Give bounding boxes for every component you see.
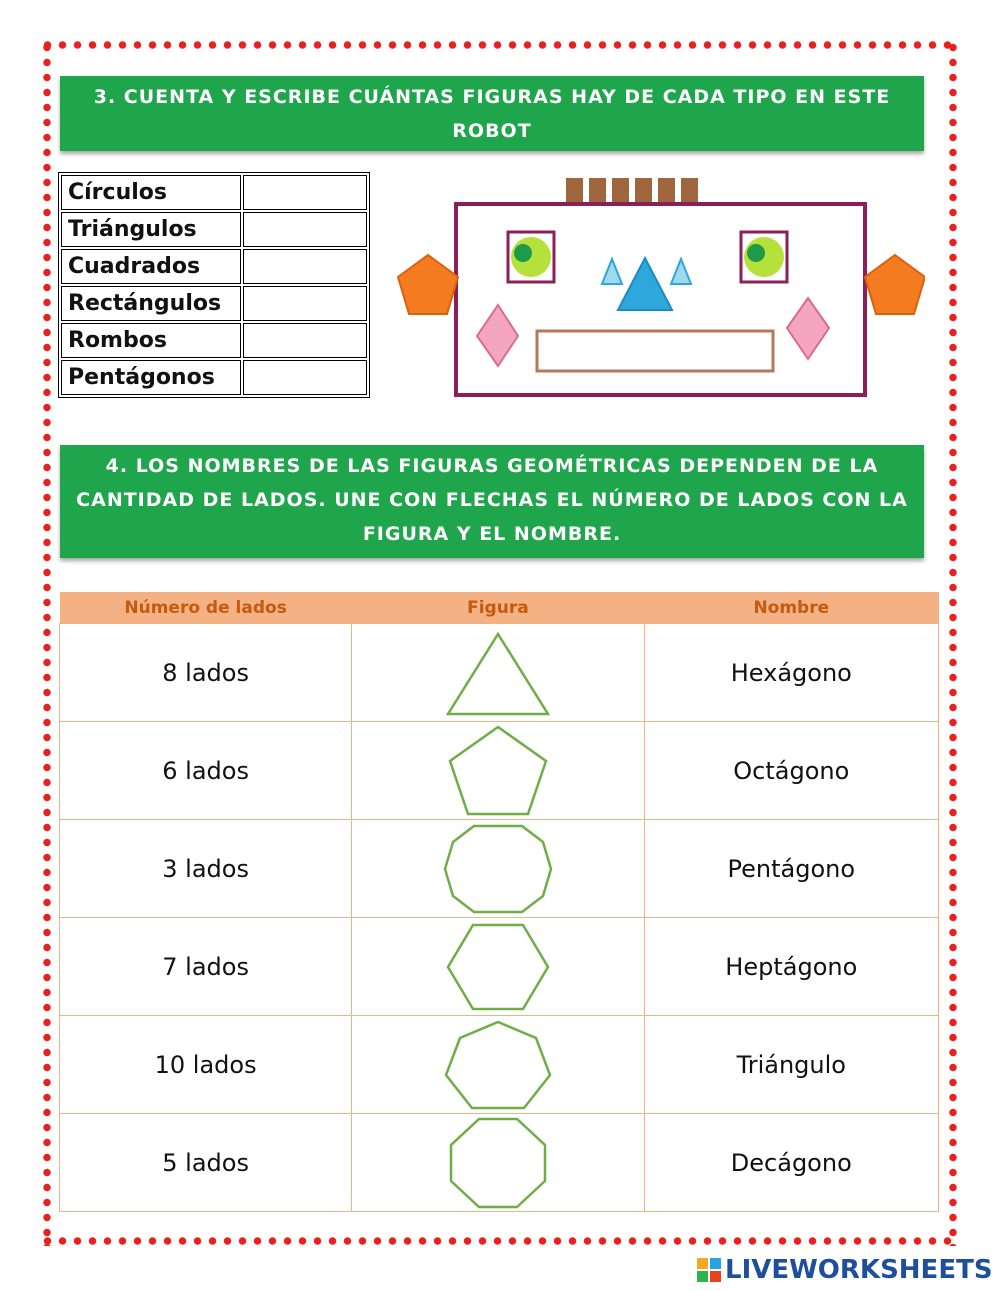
count-label-circulos: Círculos	[61, 175, 241, 210]
count-label-rectangulos: Rectángulos	[61, 286, 241, 321]
answer-field-rectangulos[interactable]	[243, 286, 367, 321]
table-row	[60, 820, 939, 918]
sides-cell[interactable]: 5 lados	[60, 1114, 352, 1212]
sides-cell[interactable]: 3 lados	[60, 820, 352, 918]
table-row	[61, 360, 367, 395]
decagon-shape[interactable]	[441, 822, 555, 916]
table-row	[61, 249, 367, 284]
count-label-cuadrados: Cuadrados	[61, 249, 241, 284]
robot-left-pupil	[514, 244, 532, 262]
liveworksheets-icon	[697, 1258, 721, 1282]
logo-text: LIVEWORKSHEETS	[725, 1255, 993, 1285]
figure-cell[interactable]	[352, 624, 644, 722]
dotted-border-left	[42, 40, 52, 1246]
header-sides: Número de lados	[60, 592, 352, 624]
figure-cell[interactable]	[352, 1016, 644, 1114]
answer-field-rombos[interactable]	[243, 323, 367, 358]
robot-antenna	[566, 178, 698, 202]
table-row	[60, 1016, 939, 1114]
header-name: Nombre	[644, 592, 938, 624]
table-row	[61, 212, 367, 247]
answer-field-pentagonos[interactable]	[243, 360, 367, 395]
robot-right-pupil	[747, 244, 765, 262]
name-cell[interactable]: Octágono	[644, 722, 938, 820]
answer-field-circulos[interactable]	[243, 175, 367, 210]
matching-table	[59, 592, 939, 1212]
figure-cell[interactable]	[352, 722, 644, 820]
robot-mouth	[537, 331, 773, 371]
table-row	[60, 918, 939, 1016]
robot-right-ear	[865, 255, 925, 314]
header-row	[60, 592, 939, 624]
answer-field-cuadrados[interactable]	[243, 249, 367, 284]
name-cell[interactable]: Pentágono	[644, 820, 938, 918]
count-label-rombos: Rombos	[61, 323, 241, 358]
answer-field-triangulos[interactable]	[243, 212, 367, 247]
dotted-border-bottom	[40, 1236, 958, 1246]
octagon-shape[interactable]	[446, 1115, 550, 1211]
triangle-shape[interactable]	[443, 628, 553, 718]
dotted-border-top	[40, 40, 958, 50]
dotted-border-right	[948, 40, 958, 1246]
count-label-triangulos: Triángulos	[61, 212, 241, 247]
count-table	[58, 172, 370, 398]
heptagon-shape[interactable]	[442, 1018, 554, 1112]
header-figure: Figura	[352, 592, 644, 624]
name-cell[interactable]: Decágono	[644, 1114, 938, 1212]
hexagon-shape[interactable]	[444, 921, 552, 1013]
section-4-title: 4. LOS NOMBRES DE LAS FIGURAS GEOMÉTRICAS DEPENDEN DE LA CANTIDAD DE LADOS. UNE CON FLECHAS EL NÚMERO DE LADOS CON LA FIGURA Y EL NOMBRE.	[60, 445, 924, 558]
table-row	[61, 175, 367, 210]
table-row	[61, 323, 367, 358]
liveworksheets-logo	[697, 1254, 993, 1286]
name-cell[interactable]: Hexágono	[644, 624, 938, 722]
sides-cell[interactable]: 6 lados	[60, 722, 352, 820]
robot-illustration	[385, 168, 925, 413]
count-label-pentagonos: Pentágonos	[61, 360, 241, 395]
figure-cell[interactable]	[352, 918, 644, 1016]
name-cell[interactable]: Heptágono	[644, 918, 938, 1016]
table-row	[60, 1114, 939, 1212]
table-row	[60, 722, 939, 820]
sides-cell[interactable]: 10 lados	[60, 1016, 352, 1114]
sides-cell[interactable]: 7 lados	[60, 918, 352, 1016]
figure-cell[interactable]	[352, 1114, 644, 1212]
name-cell[interactable]: Triángulo	[644, 1016, 938, 1114]
table-row	[60, 624, 939, 722]
section-3-title: 3. CUENTA Y ESCRIBE CUÁNTAS FIGURAS HAY DE CADA TIPO EN ESTE ROBOT	[60, 76, 924, 151]
robot-left-ear	[398, 255, 458, 314]
pentagon-shape[interactable]	[443, 723, 553, 818]
table-row	[61, 286, 367, 321]
sides-cell[interactable]: 8 lados	[60, 624, 352, 722]
figure-cell[interactable]	[352, 820, 644, 918]
